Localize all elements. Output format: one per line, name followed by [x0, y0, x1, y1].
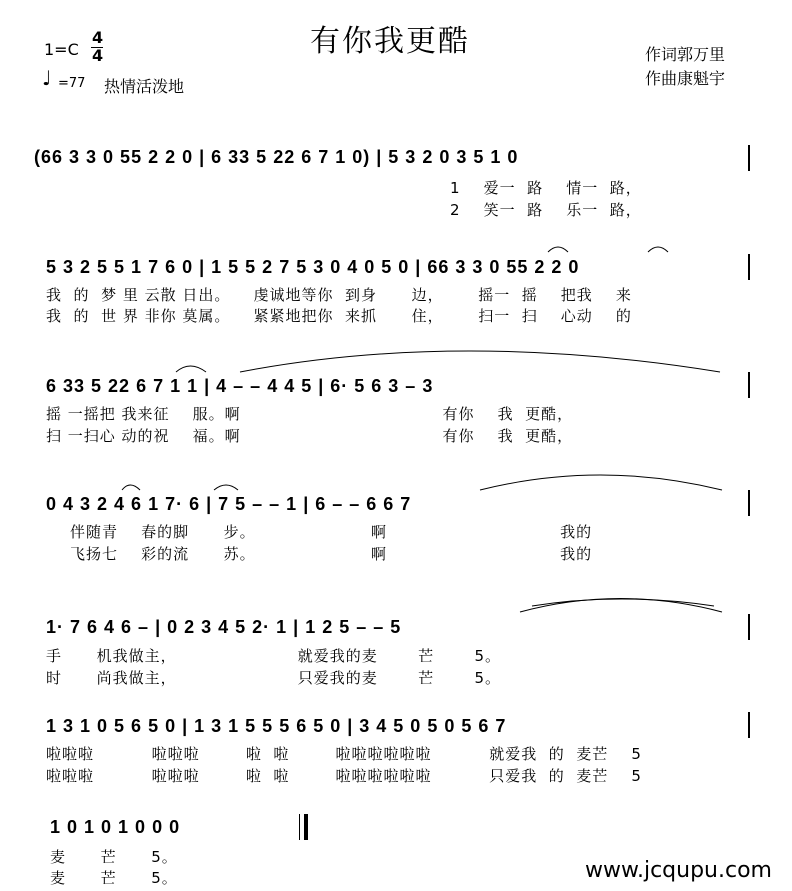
notation-line: 5 3 2 5 5 1 7 6 0 | 1 5 5 2 7 5 3 0 4 0 5 0 | 66 3 3 0 55 2 2 0 [46, 257, 580, 277]
tie-arc [648, 247, 668, 252]
lyric-line-verse1: 1 爱一 路 情一 路， [450, 179, 642, 197]
lyric-line-verse2: 麦 芒 5。 [50, 869, 178, 887]
lyric-line-verse1: 啦啦啦 啦啦啦 啦 啦 啦啦啦啦啦啦 就爱我 的 麦芒 5 [46, 745, 642, 763]
slur-arc [240, 351, 720, 372]
lyric-line-verse2: 时 尚我做主， 只爱我的麦 芒 5。 [46, 669, 502, 687]
lyric-line-verse2: 2 笑一 路 乐一 路， [450, 201, 642, 219]
song-title: 有你我更酷 [310, 24, 470, 59]
lyric-line-verse1: 麦 芒 5。 [50, 848, 178, 866]
lyric-line-verse1: 摇 一摇把 我来征 服。啊 有你 我 更酷， [46, 405, 574, 423]
tempo-marking: 热情活泼地 [104, 77, 185, 96]
tempo-value: =77 [58, 76, 86, 91]
notation-line: (66 3 3 0 55 2 2 0 | 6 33 5 22 6 7 1 0) | 5 3 2 0 3 5 1 0 [34, 147, 519, 167]
notation-line: 0 4 3 2 4 6 1 7· 6 | 7 5 – – 1 | 6 – – 6 6 7 [46, 494, 412, 514]
slur-arc [480, 475, 722, 490]
lyricist: 作词郭万里 [645, 45, 726, 64]
site-watermark: www.jcqupu.com [585, 858, 772, 883]
composer: 作曲康魁宇 [645, 69, 726, 88]
slur-arc [122, 485, 140, 490]
time-signature-top: 4 [92, 28, 104, 47]
lyric-line-verse2: 飞扬七 彩的流 苏。 啊 我的 [70, 545, 593, 563]
lyric-line-verse2: 啦啦啦 啦啦啦 啦 啦 啦啦啦啦啦啦 只爱我 的 麦芒 5 [46, 767, 642, 785]
slur-arc [520, 599, 722, 613]
notation-line: 1 0 1 0 1 0 0 0 [50, 817, 181, 837]
lyric-line-verse1: 我 的 梦 里 云散 日出。 虔诚地等你 到身 边， 摇一 摇 把我 来 [46, 286, 632, 304]
notation-line: 6 33 5 22 6 7 1 1 | 4 – – 4 4 5 | 6· 5 6 3 – 3 [46, 376, 434, 396]
lyric-line-verse1: 手 机我做主， 就爱我的麦 芒 5。 [46, 647, 502, 665]
tie-arc [548, 247, 568, 252]
notation-line: 1 3 1 0 5 6 5 0 | 1 3 1 5 5 5 6 5 0 | 3 4 5 0 5 0 5 6 7 [46, 716, 507, 736]
quarter-note-icon: ♩ [42, 66, 52, 90]
lyric-line-verse1: 伴随青 春的脚 步。 啊 我的 [70, 523, 593, 541]
notation-line: 1· 7 6 4 6 – | 0 2 3 4 5 2· 1 | 1 2 5 – – 5 [46, 617, 402, 637]
lyric-line-verse2: 我 的 世 界 非你 莫属。 紧紧地把你 来抓 住， 扫一 扫 心动 的 [46, 307, 632, 325]
slur-arc [532, 599, 714, 606]
slur-arc [176, 366, 206, 372]
slur-arc [214, 485, 238, 490]
time-signature-bottom: 4 [92, 46, 104, 65]
key-signature: 1=C [44, 40, 79, 59]
lyric-line-verse2: 扫 一扫心 动的祝 福。啊 有你 我 更酷， [46, 427, 574, 445]
